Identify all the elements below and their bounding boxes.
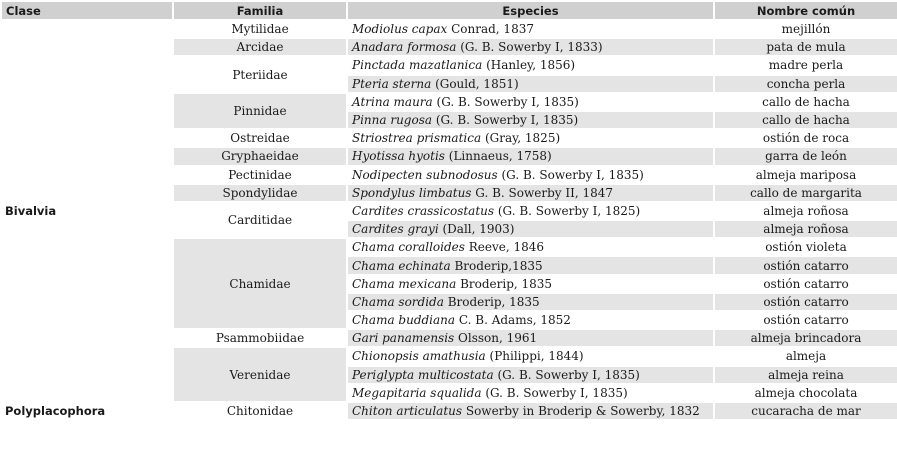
species-authority: (Hanley, 1856) [482, 58, 576, 73]
species-authority: (G. B. Sowerby I, 1835) [432, 113, 579, 128]
familia-cell: Pinnidae [173, 93, 347, 129]
species-scientific-name: Striostrea prismatica [352, 131, 482, 146]
especie-cell [347, 366, 714, 384]
especie-cell [347, 20, 714, 38]
nombre-comun-cell: ostión catarro [714, 275, 897, 293]
species-authority: (Dall, 1903) [438, 222, 515, 237]
especie-cell [347, 220, 714, 238]
header-row [1, 1, 897, 20]
species-scientific-name: Pteria sterna [352, 76, 432, 91]
nombre-comun-cell: ostión catarro [714, 311, 897, 329]
header-nombre-comun: Nombre común [714, 1, 897, 20]
table-row [1, 402, 897, 420]
species-scientific-name: Chama sordida [352, 294, 444, 309]
familia-cell: Pectinidae [173, 166, 347, 184]
especie-cell [347, 293, 714, 311]
nombre-comun-cell: almeja reina [714, 366, 897, 384]
familia-cell: Chitonidae [173, 402, 347, 420]
nombre-comun-cell: almeja [714, 347, 897, 365]
species-authority: (G. B. Sowerby I, 1825) [494, 203, 641, 218]
especie-cell [347, 38, 714, 56]
species-scientific-name: Pinctada mazatlanica [352, 58, 483, 73]
species-authority: (Gray, 1825) [481, 131, 561, 146]
species-authority: (G. B. Sowerby I, 1835) [493, 367, 640, 382]
nombre-comun-cell: callo de hacha [714, 93, 897, 111]
species-scientific-name: Chama echinata [352, 258, 451, 273]
species-authority: Broderip, 1835 [456, 276, 553, 291]
familia-cell: Gryphaeidae [173, 147, 347, 165]
especie-cell [347, 256, 714, 274]
especie-cell [347, 347, 714, 365]
nombre-comun-cell: almeja brincadora [714, 329, 897, 347]
species-authority: Reeve, 1846 [464, 240, 545, 255]
species-scientific-name: Nodipecten subnodosus [352, 167, 498, 182]
especie-cell [347, 329, 714, 347]
familia-cell: Ostreidae [173, 129, 347, 147]
header-especies: Especies [347, 1, 714, 20]
especie-cell [347, 75, 714, 93]
nombre-comun-cell: madre perla [714, 56, 897, 74]
species-scientific-name: Periglypta multicostata [352, 367, 494, 382]
species-scientific-name: Cardites crassicostatus [352, 203, 495, 218]
species-scientific-name: Hyotissa hyotis [352, 149, 445, 164]
familia-cell: Spondylidae [173, 184, 347, 202]
nombre-comun-cell: almeja chocolata [714, 384, 897, 402]
species-scientific-name: Chama mexicana [352, 276, 457, 291]
especie-cell [347, 147, 714, 165]
species-scientific-name: Chionopsis amathusia [352, 349, 486, 364]
species-scientific-name: Megapitaria squalida [352, 385, 482, 400]
nombre-comun-cell: almeja roñosa [714, 220, 897, 238]
especie-cell [347, 129, 714, 147]
especie-cell [347, 166, 714, 184]
species-authority: (G. B. Sowerby I, 1835) [497, 167, 644, 182]
species-authority: C. B. Adams, 1852 [455, 313, 571, 328]
species-scientific-name: Modiolus capax [352, 22, 448, 37]
species-scientific-name: Chama coralloides [352, 240, 465, 255]
especie-cell [347, 311, 714, 329]
nombre-comun-cell: almeja mariposa [714, 166, 897, 184]
species-authority: Broderip,1835 [450, 258, 543, 273]
especie-cell [347, 238, 714, 256]
familia-cell: Mytilidae [173, 20, 347, 38]
especie-cell [347, 111, 714, 129]
nombre-comun-cell: ostión de roca [714, 129, 897, 147]
familia-cell: Verenidae [173, 347, 347, 402]
nombre-comun-cell: garra de león [714, 147, 897, 165]
nombre-comun-cell: mejillón [714, 20, 897, 38]
species-authority: Conrad, 1837 [447, 22, 534, 37]
species-authority: G. B. Sowerby II, 1847 [471, 185, 613, 200]
species-authority: (G. B. Sowerby I, 1835) [481, 385, 628, 400]
species-scientific-name: Spondylus limbatus [352, 185, 472, 200]
especie-cell [347, 275, 714, 293]
nombre-comun-cell: callo de hacha [714, 111, 897, 129]
species-authority: (G. B. Sowerby I, 1833) [456, 40, 603, 55]
species-authority: (G. B. Sowerby I, 1835) [432, 94, 579, 109]
nombre-comun-cell: ostión catarro [714, 256, 897, 274]
nombre-comun-cell: ostión violeta [714, 238, 897, 256]
table-body [1, 20, 897, 420]
species-authority: (Gould, 1851) [431, 76, 519, 91]
especie-cell [347, 56, 714, 74]
especie-cell [347, 202, 714, 220]
species-authority: Olsson, 1961 [454, 331, 538, 346]
header-clase: Clase [1, 1, 173, 20]
species-authority: Sowerby in Broderip & Sowerby, 1832 [462, 404, 700, 419]
especie-cell [347, 384, 714, 402]
species-scientific-name: Cardites grayi [352, 222, 439, 237]
species-scientific-name: Anadara formosa [352, 40, 457, 55]
species-authority: (Philippi, 1844) [485, 349, 584, 364]
species-authority: (Linnaeus, 1758) [444, 149, 552, 164]
species-scientific-name: Atrina maura [352, 94, 433, 109]
nombre-comun-cell: callo de margarita [714, 184, 897, 202]
clase-cell: Polyplacophora [1, 402, 173, 420]
species-scientific-name: Chama buddiana [352, 313, 456, 328]
especie-cell [347, 402, 714, 420]
familia-cell: Psammobiidae [173, 329, 347, 347]
species-scientific-name: Chiton articulatus [352, 404, 463, 419]
species-authority: Broderip, 1835 [443, 294, 540, 309]
familia-cell: Carditidae [173, 202, 347, 238]
familia-cell: Arcidae [173, 38, 347, 56]
nombre-comun-cell: concha perla [714, 75, 897, 93]
nombre-comun-cell: ostión catarro [714, 293, 897, 311]
especie-cell [347, 93, 714, 111]
nombre-comun-cell: cucaracha de mar [714, 402, 897, 420]
especie-cell [347, 184, 714, 202]
species-scientific-name: Gari panamensis [352, 331, 455, 346]
species-scientific-name: Pinna rugosa [352, 113, 433, 128]
familia-cell: Chamidae [173, 238, 347, 329]
nombre-comun-cell: pata de mula [714, 38, 897, 56]
header-familia: Familia [173, 1, 347, 20]
clase-cell: Bivalvia [1, 20, 173, 402]
nombre-comun-cell: almeja roñosa [714, 202, 897, 220]
familia-cell: Pteriidae [173, 56, 347, 92]
table-row [1, 20, 897, 38]
